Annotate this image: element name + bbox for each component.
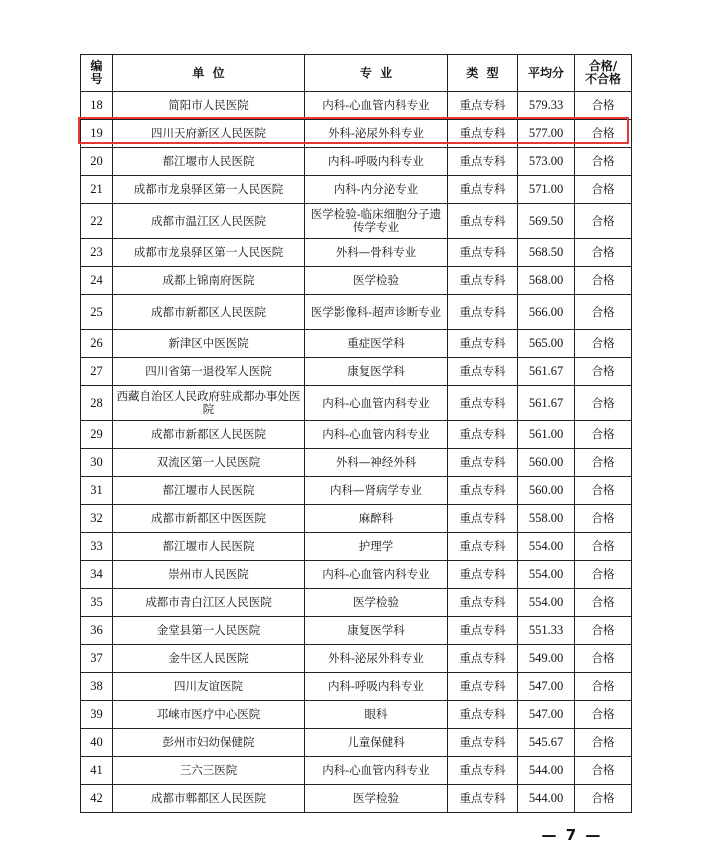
cell-result: 合格 xyxy=(575,330,632,358)
header-result: 合格/ 不合格 xyxy=(575,55,632,92)
cell-score: 561.00 xyxy=(518,421,575,449)
table-row xyxy=(81,729,632,757)
cell-type: 重点专科 xyxy=(448,449,518,477)
cell-result: 合格 xyxy=(575,176,632,204)
cell-unit: 邛崃市医疗中心医院 xyxy=(113,701,305,729)
table-row xyxy=(81,330,632,358)
cell-result: 合格 xyxy=(575,449,632,477)
cell-specialty: 内科-心血管内科专业 xyxy=(305,757,448,785)
cell-score: 571.00 xyxy=(518,176,575,204)
table-row xyxy=(81,617,632,645)
cell-specialty: 医学检验 xyxy=(305,267,448,295)
table-row xyxy=(81,449,632,477)
cell-unit: 彭州市妇幼保健院 xyxy=(113,729,305,757)
cell-result: 合格 xyxy=(575,148,632,176)
cell-num: 30 xyxy=(81,449,113,477)
cell-specialty: 眼科 xyxy=(305,701,448,729)
table-row xyxy=(81,386,632,421)
cell-num: 38 xyxy=(81,673,113,701)
cell-type: 重点专科 xyxy=(448,729,518,757)
cell-num: 36 xyxy=(81,617,113,645)
cell-unit: 成都市新都区人民医院 xyxy=(113,421,305,449)
cell-result: 合格 xyxy=(575,645,632,673)
cell-result: 合格 xyxy=(575,533,632,561)
cell-specialty: 内科-呼吸内科专业 xyxy=(305,148,448,176)
cell-num: 42 xyxy=(81,785,113,813)
cell-num: 28 xyxy=(81,386,113,421)
table-row xyxy=(81,673,632,701)
cell-num: 18 xyxy=(81,92,113,120)
cell-score: 554.00 xyxy=(518,589,575,617)
table-row xyxy=(81,176,632,204)
cell-type: 重点专科 xyxy=(448,120,518,148)
cell-unit: 成都市新都区中医医院 xyxy=(113,505,305,533)
cell-score: 573.00 xyxy=(518,148,575,176)
cell-score: 551.33 xyxy=(518,617,575,645)
cell-unit: 四川省第一退役军人医院 xyxy=(113,358,305,386)
cell-score: 547.00 xyxy=(518,673,575,701)
table-row xyxy=(81,92,632,120)
cell-specialty: 护理学 xyxy=(305,533,448,561)
cell-num: 26 xyxy=(81,330,113,358)
cell-score: 560.00 xyxy=(518,449,575,477)
cell-unit: 都江堰市人民医院 xyxy=(113,533,305,561)
table-row xyxy=(81,204,632,239)
cell-num: 32 xyxy=(81,505,113,533)
cell-unit: 都江堰市人民医院 xyxy=(113,148,305,176)
cell-num: 31 xyxy=(81,477,113,505)
cell-result: 合格 xyxy=(575,204,632,239)
cell-result: 合格 xyxy=(575,757,632,785)
cell-unit: 成都市新都区人民医院 xyxy=(113,295,305,330)
cell-type: 重点专科 xyxy=(448,645,518,673)
cell-unit: 成都市龙泉驿区第一人民医院 xyxy=(113,176,305,204)
table-row xyxy=(81,477,632,505)
cell-num: 34 xyxy=(81,561,113,589)
table-header-row xyxy=(81,55,632,92)
table-row xyxy=(81,295,632,330)
cell-unit: 都江堰市人民医院 xyxy=(113,477,305,505)
cell-unit: 四川天府新区人民医院 xyxy=(113,120,305,148)
cell-unit: 成都市青白江区人民医院 xyxy=(113,589,305,617)
header-unit: 单 位 xyxy=(113,55,305,92)
cell-type: 重点专科 xyxy=(448,267,518,295)
cell-type: 重点专科 xyxy=(448,295,518,330)
cell-result: 合格 xyxy=(575,785,632,813)
cell-score: 568.50 xyxy=(518,239,575,267)
cell-result: 合格 xyxy=(575,295,632,330)
cell-num: 33 xyxy=(81,533,113,561)
cell-specialty: 康复医学科 xyxy=(305,617,448,645)
cell-type: 重点专科 xyxy=(448,204,518,239)
cell-unit: 金牛区人民医院 xyxy=(113,645,305,673)
cell-type: 重点专科 xyxy=(448,701,518,729)
table-row xyxy=(81,561,632,589)
table-row xyxy=(81,421,632,449)
cell-num: 27 xyxy=(81,358,113,386)
cell-unit: 成都市龙泉驿区第一人民医院 xyxy=(113,239,305,267)
cell-score: 558.00 xyxy=(518,505,575,533)
table-row xyxy=(81,358,632,386)
cell-unit: 简阳市人民医院 xyxy=(113,92,305,120)
cell-type: 重点专科 xyxy=(448,757,518,785)
table-row xyxy=(81,148,632,176)
cell-unit: 双流区第一人民医院 xyxy=(113,449,305,477)
cell-score: 545.67 xyxy=(518,729,575,757)
cell-num: 19 xyxy=(81,120,113,148)
cell-num: 20 xyxy=(81,148,113,176)
header-specialty: 专 业 xyxy=(305,55,448,92)
cell-score: 547.00 xyxy=(518,701,575,729)
cell-score: 561.67 xyxy=(518,358,575,386)
cell-specialty: 内科-心血管内科专业 xyxy=(305,561,448,589)
table-row xyxy=(81,239,632,267)
cell-result: 合格 xyxy=(575,267,632,295)
table-row xyxy=(81,757,632,785)
cell-result: 合格 xyxy=(575,477,632,505)
cell-type: 重点专科 xyxy=(448,617,518,645)
cell-specialty: 麻醉科 xyxy=(305,505,448,533)
cell-specialty: 内科-内分泌专业 xyxy=(305,176,448,204)
results-table xyxy=(80,54,632,813)
cell-unit: 成都上锦南府医院 xyxy=(113,267,305,295)
header-score: 平均分 xyxy=(518,55,575,92)
cell-unit: 四川友谊医院 xyxy=(113,673,305,701)
cell-num: 24 xyxy=(81,267,113,295)
header-num: 编 号 xyxy=(81,55,113,92)
cell-num: 29 xyxy=(81,421,113,449)
cell-num: 23 xyxy=(81,239,113,267)
cell-result: 合格 xyxy=(575,729,632,757)
header-type: 类 型 xyxy=(448,55,518,92)
cell-result: 合格 xyxy=(575,386,632,421)
cell-specialty: 医学检验 xyxy=(305,589,448,617)
cell-result: 合格 xyxy=(575,358,632,386)
cell-result: 合格 xyxy=(575,561,632,589)
cell-unit: 新津区中医医院 xyxy=(113,330,305,358)
cell-specialty: 内科-心血管内科专业 xyxy=(305,421,448,449)
cell-type: 重点专科 xyxy=(448,148,518,176)
cell-type: 重点专科 xyxy=(448,92,518,120)
cell-num: 39 xyxy=(81,701,113,729)
cell-specialty: 内科-心血管内科专业 xyxy=(305,386,448,421)
cell-type: 重点专科 xyxy=(448,386,518,421)
cell-result: 合格 xyxy=(575,239,632,267)
cell-score: 565.00 xyxy=(518,330,575,358)
table-row xyxy=(81,589,632,617)
cell-result: 合格 xyxy=(575,92,632,120)
cell-result: 合格 xyxy=(575,505,632,533)
cell-unit: 西藏自治区人民政府驻成都办事处医院 xyxy=(113,386,305,421)
cell-num: 25 xyxy=(81,295,113,330)
cell-score: 566.00 xyxy=(518,295,575,330)
table-row xyxy=(81,120,632,148)
cell-specialty: 外科—骨科专业 xyxy=(305,239,448,267)
cell-type: 重点专科 xyxy=(448,421,518,449)
cell-score: 549.00 xyxy=(518,645,575,673)
cell-specialty: 外科—神经外科 xyxy=(305,449,448,477)
cell-specialty: 儿童保健科 xyxy=(305,729,448,757)
cell-specialty: 内科-心血管内科专业 xyxy=(305,92,448,120)
cell-num: 21 xyxy=(81,176,113,204)
table-row xyxy=(81,505,632,533)
table-row xyxy=(81,267,632,295)
cell-specialty: 外科-泌尿外科专业 xyxy=(305,645,448,673)
cell-specialty: 康复医学科 xyxy=(305,358,448,386)
cell-score: 544.00 xyxy=(518,785,575,813)
page-number: — 7 — xyxy=(541,826,603,844)
cell-result: 合格 xyxy=(575,421,632,449)
cell-result: 合格 xyxy=(575,701,632,729)
cell-type: 重点专科 xyxy=(448,785,518,813)
cell-num: 40 xyxy=(81,729,113,757)
cell-score: 577.00 xyxy=(518,120,575,148)
cell-type: 重点专科 xyxy=(448,176,518,204)
cell-score: 569.50 xyxy=(518,204,575,239)
cell-unit: 金堂县第一人民医院 xyxy=(113,617,305,645)
cell-result: 合格 xyxy=(575,120,632,148)
cell-type: 重点专科 xyxy=(448,358,518,386)
cell-type: 重点专科 xyxy=(448,589,518,617)
cell-num: 22 xyxy=(81,204,113,239)
cell-specialty: 重症医学科 xyxy=(305,330,448,358)
cell-score: 554.00 xyxy=(518,561,575,589)
cell-num: 35 xyxy=(81,589,113,617)
cell-type: 重点专科 xyxy=(448,533,518,561)
cell-type: 重点专科 xyxy=(448,505,518,533)
cell-score: 561.67 xyxy=(518,386,575,421)
cell-unit: 崇州市人民医院 xyxy=(113,561,305,589)
cell-num: 41 xyxy=(81,757,113,785)
cell-result: 合格 xyxy=(575,673,632,701)
cell-type: 重点专科 xyxy=(448,673,518,701)
table-row xyxy=(81,701,632,729)
cell-type: 重点专科 xyxy=(448,330,518,358)
table-row xyxy=(81,533,632,561)
cell-type: 重点专科 xyxy=(448,561,518,589)
cell-specialty: 外科-泌尿外科专业 xyxy=(305,120,448,148)
cell-result: 合格 xyxy=(575,617,632,645)
cell-specialty: 内科—肾病学专业 xyxy=(305,477,448,505)
cell-num: 37 xyxy=(81,645,113,673)
cell-score: 560.00 xyxy=(518,477,575,505)
cell-unit: 成都市郫都区人民医院 xyxy=(113,785,305,813)
cell-unit: 三六三医院 xyxy=(113,757,305,785)
cell-type: 重点专科 xyxy=(448,239,518,267)
cell-score: 579.33 xyxy=(518,92,575,120)
table-row xyxy=(81,785,632,813)
cell-score: 554.00 xyxy=(518,533,575,561)
cell-specialty: 内科-呼吸内科专业 xyxy=(305,673,448,701)
cell-score: 544.00 xyxy=(518,757,575,785)
table-row xyxy=(81,645,632,673)
cell-specialty: 医学检验 xyxy=(305,785,448,813)
cell-specialty: 医学影像科-超声诊断专业 xyxy=(305,295,448,330)
cell-unit: 成都市温江区人民医院 xyxy=(113,204,305,239)
cell-type: 重点专科 xyxy=(448,477,518,505)
cell-result: 合格 xyxy=(575,589,632,617)
cell-score: 568.00 xyxy=(518,267,575,295)
cell-specialty: 医学检验-临床细胞分子遗传学专业 xyxy=(305,204,448,239)
